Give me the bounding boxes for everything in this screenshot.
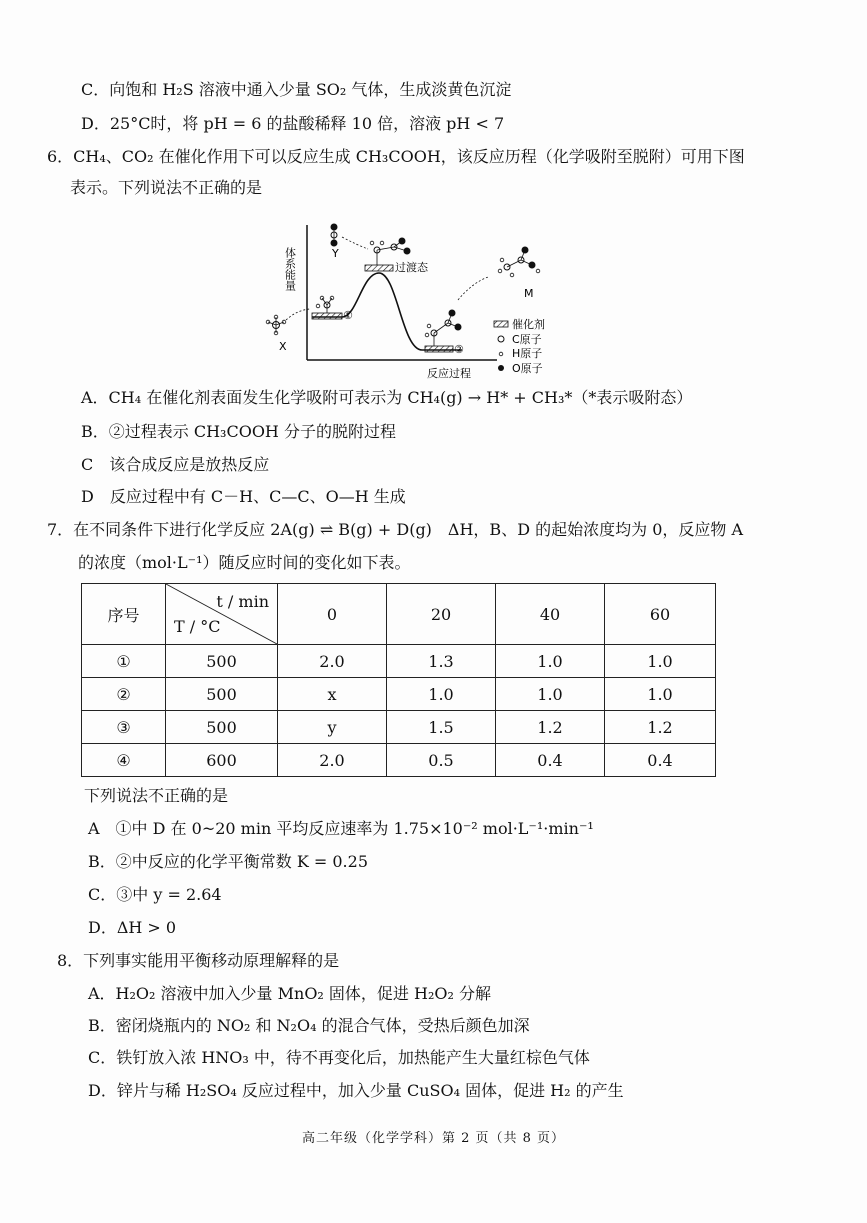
cell: 1.0 bbox=[387, 678, 496, 711]
row-index: ③ bbox=[82, 711, 166, 744]
cell: 0.4 bbox=[605, 744, 716, 777]
table-row bbox=[82, 744, 716, 777]
x-axis-label: 反应过程 bbox=[427, 367, 471, 380]
row-index: ① bbox=[82, 645, 166, 678]
cell: 2.0 bbox=[278, 645, 387, 678]
catalyst-block-1 bbox=[312, 313, 342, 319]
q5-option-d: D．25°C时，将 pH = 6 的盐酸稀释 10 倍，溶液 pH < 7 bbox=[81, 114, 505, 133]
cell: 0.4 bbox=[496, 744, 605, 777]
q8-option-b: B．密闭烧瓶内的 NO₂ 和 N₂O₄ 的混合气体，受热后颜色加深 bbox=[88, 1016, 530, 1035]
table-row bbox=[82, 678, 716, 711]
q5-option-c: C．向饱和 H₂S 溶液中通入少量 SO₂ 气体，生成淡黄色沉淀 bbox=[81, 80, 512, 99]
q6-stem-line2: 表示。下列说法不正确的是 bbox=[70, 178, 263, 197]
adsorbed-molecule-2 bbox=[425, 310, 461, 347]
row-index: ④ bbox=[82, 744, 166, 777]
row-temp: 500 bbox=[166, 711, 278, 744]
header-temp: T / °C bbox=[174, 617, 221, 636]
step-2-label: ② bbox=[454, 343, 464, 356]
header-time: t / min bbox=[216, 592, 269, 611]
q7-option-c: C．③中 y = 2.64 bbox=[88, 885, 222, 904]
cell: 1.2 bbox=[605, 711, 716, 744]
q6-stem-line1: 6．CH₄、CO₂ 在催化作用下可以反应生成 CH₃COOH，该反应历程（化学吸附至脱附）可用下图 bbox=[47, 147, 745, 166]
label-x: X bbox=[279, 340, 287, 353]
q7-stem-line2: 的浓度（mol·L⁻¹）随反应时间的变化如下表。 bbox=[78, 553, 411, 572]
row-temp: 600 bbox=[166, 744, 278, 777]
table-row bbox=[82, 711, 716, 744]
q8-option-c: C．铁钉放入浓 HNO₃ 中，待不再变化后，加热能产生大量红棕色气体 bbox=[88, 1048, 590, 1067]
y-axis-label: 体系能量 bbox=[283, 247, 297, 291]
q7-lead: 下列说法不正确的是 bbox=[84, 786, 229, 805]
cell: 1.0 bbox=[496, 678, 605, 711]
table-row bbox=[82, 645, 716, 678]
cell: 1.2 bbox=[496, 711, 605, 744]
q6-option-c: C 该合成反应是放热反应 bbox=[81, 455, 270, 474]
label-y: Y bbox=[332, 247, 339, 260]
adsorbed-molecule-1 bbox=[316, 296, 334, 313]
molecule-y bbox=[331, 224, 338, 247]
cell: 1.5 bbox=[387, 711, 496, 744]
q7-stem-line1: 7．在不同条件下进行化学反应 2A(g) ⇌ B(g) + D(g) ΔH，B、D 的起始浓度均为 0，反应物 A bbox=[47, 520, 744, 539]
cell: x bbox=[278, 678, 387, 711]
step-1-label: ① bbox=[343, 309, 353, 322]
header-diagonal bbox=[166, 584, 278, 645]
cell: 1.0 bbox=[605, 678, 716, 711]
catalyst-block-ts bbox=[365, 265, 393, 271]
q7-option-d: D．ΔH > 0 bbox=[88, 918, 177, 937]
legend-catalyst: 催化剂 bbox=[512, 318, 545, 331]
molecule-m bbox=[498, 247, 540, 277]
cell: 2.0 bbox=[278, 744, 387, 777]
cell: 1.3 bbox=[387, 645, 496, 678]
energy-curve bbox=[312, 273, 462, 350]
header-time-0: 0 bbox=[278, 584, 387, 645]
catalyst-block-2 bbox=[425, 346, 453, 352]
q8-option-d: D．锌片与稀 H₂SO₄ 反应过程中，加入少量 CuSO₄ 固体，促进 H₂ 的产生 bbox=[88, 1081, 624, 1100]
cell: 1.0 bbox=[605, 645, 716, 678]
page-footer: 高二年级（化学学科）第 2 页（共 8 页） bbox=[301, 1131, 566, 1146]
diagram-legend bbox=[494, 317, 545, 375]
arrow-y bbox=[342, 237, 368, 249]
header-index: 序号 bbox=[82, 584, 166, 645]
q7-option-b: B．②中反应的化学平衡常数 K = 0.25 bbox=[88, 852, 369, 871]
label-m: M bbox=[524, 287, 534, 300]
row-temp: 500 bbox=[166, 678, 278, 711]
cell: 1.0 bbox=[496, 645, 605, 678]
row-temp: 500 bbox=[166, 645, 278, 678]
q8-option-a: A．H₂O₂ 溶液中加入少量 MnO₂ 固体，促进 H₂O₂ 分解 bbox=[88, 984, 492, 1003]
legend-hydrogen: H原子 bbox=[512, 347, 543, 360]
q6-option-d: D 反应过程中有 C－H、C—C、O—H 生成 bbox=[81, 487, 406, 506]
legend-carbon: C原子 bbox=[512, 333, 542, 346]
concentration-table bbox=[81, 583, 716, 777]
q7-option-a: A ①中 D 在 0~20 min 平均反应速率为 1.75×10⁻² mol·L⁻¹·min⁻¹ bbox=[88, 819, 594, 838]
molecule-x bbox=[266, 315, 286, 335]
legend-oxygen: O原子 bbox=[512, 362, 543, 375]
cell: 0.5 bbox=[387, 744, 496, 777]
transition-state-label: 过渡态 bbox=[395, 261, 428, 274]
header-time-20: 20 bbox=[387, 584, 496, 645]
row-index: ② bbox=[82, 678, 166, 711]
cell: y bbox=[278, 711, 387, 744]
q6-option-a: A．CH₄ 在催化剂表面发生化学吸附可表示为 CH₄(g) → H* + CH₃*（*表示吸附态） bbox=[81, 388, 693, 407]
arrow-m bbox=[458, 277, 488, 300]
header-time-40: 40 bbox=[496, 584, 605, 645]
header-time-60: 60 bbox=[605, 584, 716, 645]
q6-option-b: B．②过程表示 CH₃COOH 分子的脱附过程 bbox=[81, 422, 396, 441]
reaction-energy-diagram bbox=[262, 205, 562, 385]
q8-stem: 8．下列事实能用平衡移动原理解释的是 bbox=[57, 951, 340, 970]
